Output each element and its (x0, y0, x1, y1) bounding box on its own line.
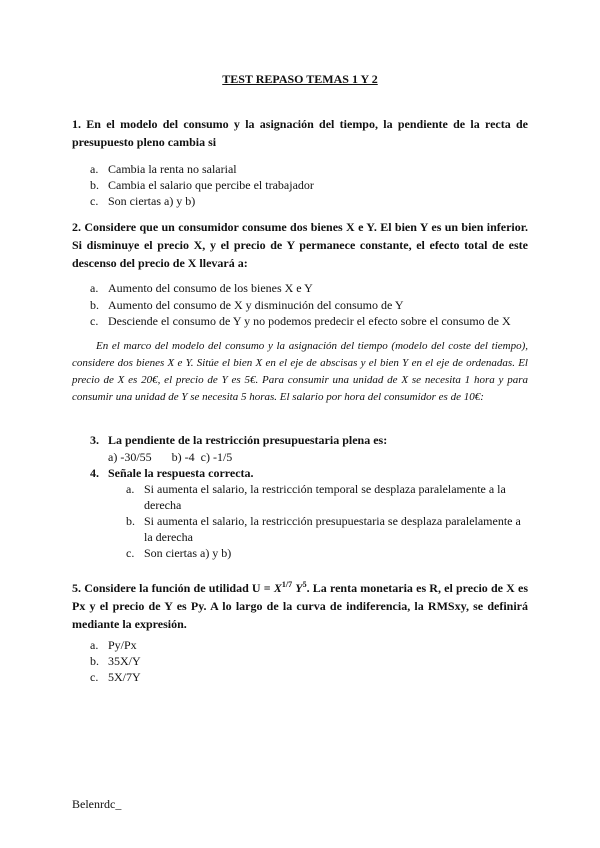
option-text: Py/Px (108, 638, 137, 652)
option-label: c. (90, 314, 99, 328)
document-title: TEST REPASO TEMAS 1 Y 2 (222, 72, 378, 86)
option-text: Desciende el consumo de Y y no podemos predecir el efecto sobre el consumo de X (108, 314, 511, 328)
option-text: Aumento del consumo de X y disminución del consumo de Y (108, 298, 404, 312)
option-label: b. (126, 514, 135, 528)
option-text: Son ciertas a) y b) (108, 194, 196, 208)
option-text: 5X/7Y (108, 670, 141, 684)
q5-prefix: 5. Considere la función de utilidad U = (72, 581, 274, 595)
q5-suffix: . La renta monetaria es R, el precio de X es Px y el precio de Y es Py. A lo largo de la curva de indiferencia, la RMSxy, se definirá mediante la expresión. (72, 581, 528, 631)
q2-option-a (90, 280, 313, 296)
q4-option-b (126, 513, 528, 545)
question-1: 1. En el modelo del consumo y la asignación del tiempo, la pendiente de la recta de presupuesto pleno cambia si (72, 117, 528, 149)
footer-signature: Belenrdc_ (72, 797, 122, 811)
q3-option-c: c) -1/5 (200, 450, 233, 464)
q5-option-c (90, 669, 141, 685)
option-text: Son ciertas a) y b) (144, 546, 232, 560)
q3-answers (108, 449, 238, 465)
option-label: b. (90, 654, 99, 668)
utility-x: X (273, 581, 282, 595)
option-label: b. (90, 178, 99, 192)
utility-y-exponent: 5 (302, 580, 307, 589)
question-5 (72, 576, 528, 633)
option-text: Cambia el salario que percibe el trabajador (108, 178, 314, 192)
question-3 (90, 432, 528, 448)
option-text: Si aumenta el salario, la restricción presupuestaria se desplaza paralelamente a la derecha (144, 514, 521, 544)
question-number: 3. (90, 433, 99, 447)
q2-option-b (90, 297, 404, 313)
q1-option-c (90, 193, 195, 209)
q4-option-a (126, 481, 528, 513)
option-label: c. (90, 194, 99, 208)
q4-option-c (126, 545, 528, 561)
q3-option-a: a) -30/55 (108, 450, 152, 464)
question-2: 2. Considere que un consumidor consume dos bienes X e Y. El bien Y es un bien inferior. Si disminuye el precio X, y el precio de Y permanece constante, el efecto total de este descenso del precio de X llevará a: (72, 220, 528, 270)
utility-x-exponent: 1/7 (281, 580, 293, 589)
option-label: c. (126, 546, 135, 560)
q1-option-b (90, 177, 314, 193)
question-number: 4. (90, 466, 99, 480)
option-label: c. (90, 670, 99, 684)
option-text: Si aumenta el salario, la restricción temporal se desplaza paralelamente a la derecha (144, 482, 506, 512)
question-4 (90, 465, 528, 481)
q3-option-b: b) -4 (171, 450, 195, 464)
q2-option-c (90, 313, 511, 329)
option-label: a. (90, 281, 99, 295)
q5-option-b (90, 653, 141, 669)
option-label: a. (90, 638, 99, 652)
option-label: a. (126, 482, 135, 496)
option-text: Aumento del consumo de los bienes X e Y (108, 281, 313, 295)
option-text: 35X/Y (108, 654, 141, 668)
option-label: b. (90, 298, 99, 312)
option-text: Cambia la renta no salarial (108, 162, 237, 176)
scenario-paragraph: En el marco del modelo del consumo y la asignación del tiempo (modelo del coste del tiempo), considere dos bienes X e Y. Sitúe el bien X en el eje de abscisas y el bien Y en el eje de ordenadas. El precio de X es 20€, el precio de Y es 5€. Para consumir una unidad de X se necesita 1 hora y para consumir una unidad de Y se necesita 5 horas. El salario por hora del consumidor es de 10€: (72, 340, 528, 403)
q5-option-a (90, 637, 137, 653)
question-text: La pendiente de la restricción presupuestaria plena es: (108, 433, 388, 447)
q1-option-a (90, 161, 237, 177)
option-label: a. (90, 162, 99, 176)
question-text: Señale la respuesta correcta. (108, 466, 254, 480)
utility-y: Y (295, 581, 303, 595)
